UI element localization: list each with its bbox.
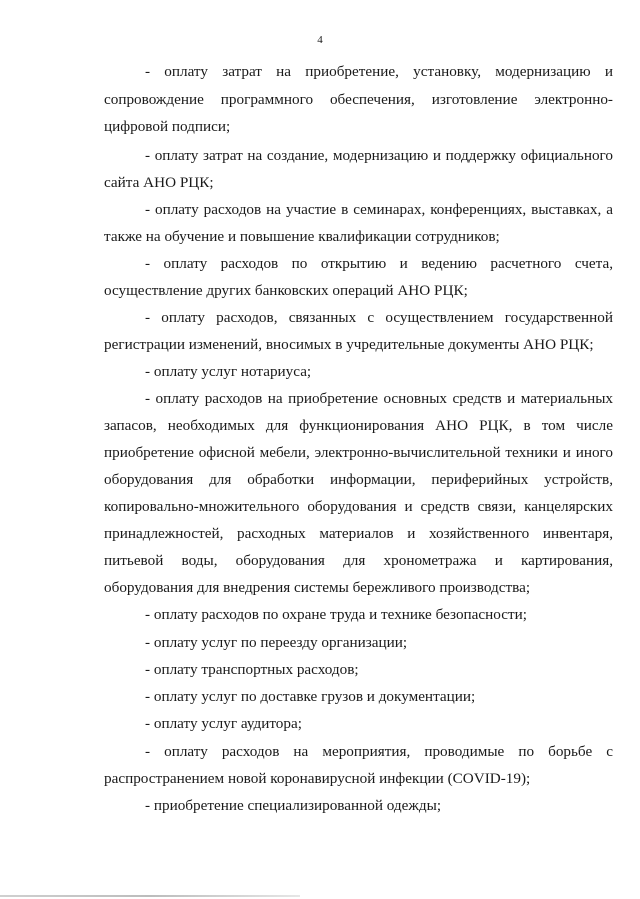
text-line: - оплату расходов на приобретение основных средств и материальных (145, 390, 613, 407)
text-line: копировально-множительного оборудования и средств связи, канцелярских (104, 498, 613, 515)
text-line: питьевой воды, оборудования для хронометража и картирования, (104, 552, 613, 569)
scan-edge-mark (0, 895, 300, 897)
text-line: - приобретение специализированной одежды; (145, 797, 442, 814)
text-line: сопровождение программного обеспечения, изготовление электронно- (104, 91, 613, 108)
text-line: - оплату услуг по переезду организации; (145, 634, 408, 651)
text-line: цифровой подписи; (104, 118, 231, 135)
text-line: оборудования для внедрения системы бережливого производства; (104, 579, 531, 596)
text-line: - оплату расходов по открытию и ведению расчетного счета, (145, 255, 613, 272)
page-number: 4 (317, 34, 323, 46)
text-line: сайта АНО РЦК; (104, 174, 214, 191)
text-line: оборудования для обработки информации, периферийных устройств, (104, 471, 613, 488)
text-line: - оплату услуг по доставке грузов и документации; (145, 688, 476, 705)
text-line: распространением новой коронавирусной инфекции (COVID-19); (104, 770, 531, 787)
text-line: - оплату расходов по охране труда и технике безопасности; (145, 606, 527, 623)
text-line: - оплату расходов на мероприятия, проводимые по борьбе с (145, 743, 613, 760)
text-line: запасов, необходимых для функционирования АНО РЦК, в том числе (104, 417, 613, 434)
text-line: регистрации изменений, вносимых в учредительные документы АНО РЦК; (104, 336, 594, 353)
text-line: приобретение офисной мебели, электронно-вычислительной техники и иного (104, 444, 613, 461)
text-line: - оплату расходов на участие в семинарах, конференциях, выставках, а (145, 201, 613, 218)
text-line: - оплату транспортных расходов; (145, 661, 359, 678)
text-line: - оплату затрат на создание, модернизацию и поддержку официального (145, 147, 613, 164)
text-line: осуществление других банковских операций АНО РЦК; (104, 282, 468, 299)
text-line: - оплату услуг нотариуса; (145, 363, 312, 380)
text-line: - оплату расходов, связанных с осуществлением государственной (145, 309, 613, 326)
text-line: - оплату затрат на приобретение, установку, модернизацию и (145, 63, 613, 80)
text-line: принадлежностей, расходных материалов и хозяйственного инвентаря, (104, 525, 613, 542)
text-line: - оплату услуг аудитора; (145, 715, 302, 732)
text-line: также на обучение и повышение квалификации сотрудников; (104, 228, 500, 245)
